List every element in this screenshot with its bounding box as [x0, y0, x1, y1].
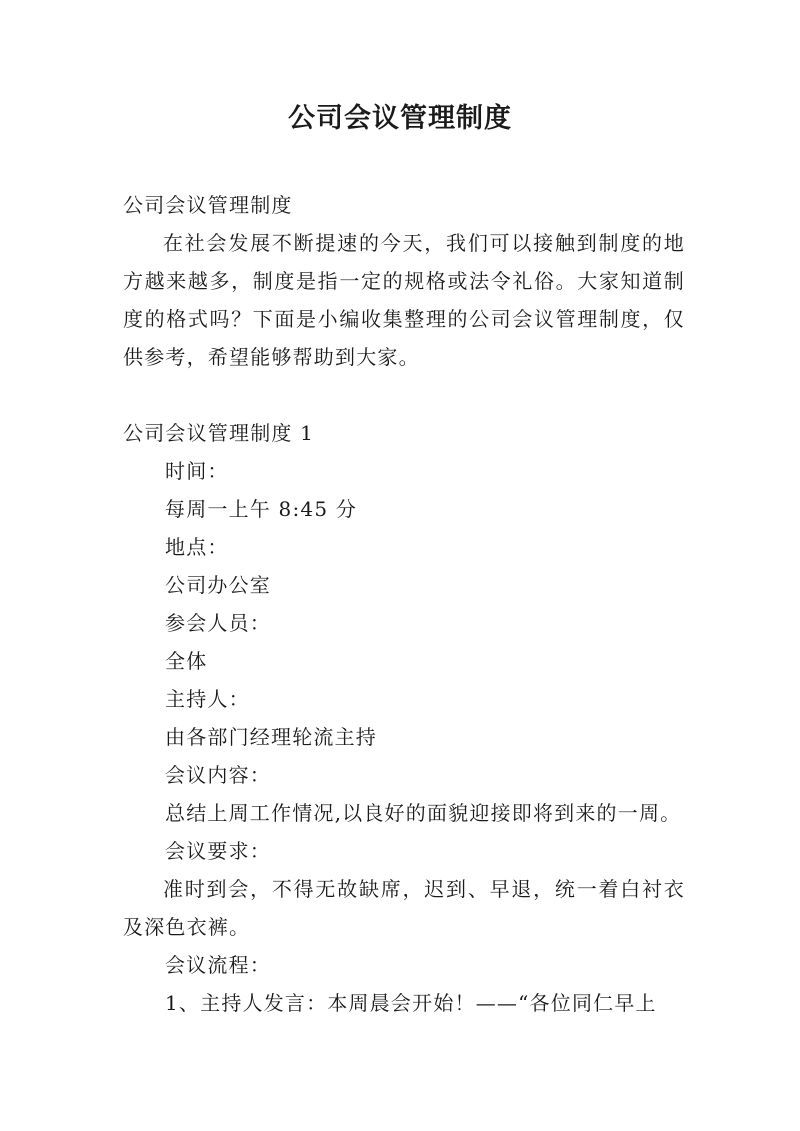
content-label: 会议内容：: [165, 763, 271, 787]
document-body: [123, 186, 685, 1022]
spacer: [123, 376, 685, 414]
section-heading: 公司会议管理制度 1: [123, 421, 315, 445]
process-step-1: 1、主持人发言：本周晨会开始！——“各位同仁早上: [165, 991, 657, 1015]
place-value: 公司办公室: [165, 573, 271, 597]
attendees-label: 参会人员：: [165, 611, 271, 635]
content-value: 总结上周工作情况,以良好的面貌迎接即将到来的一周。: [165, 801, 682, 825]
time-label: 时间：: [165, 459, 229, 483]
time-value: 每周一上午 8:45 分: [165, 497, 358, 521]
process-label: 会议流程：: [165, 953, 271, 977]
document-title: 公司会议管理制度: [288, 103, 512, 134]
requirement-label: 会议要求：: [165, 839, 271, 863]
place-label: 地点：: [165, 535, 229, 559]
intro-paragraph: 在社会发展不断提速的今天，我们可以接触到制度的地方越来越多，制度是指一定的规格或法令礼俗。大家知道制度的格式吗？下面是小编收集整理的公司会议管理制度，仅供参考，希望能够帮助到大家。: [123, 231, 685, 369]
host-label: 主持人：: [165, 687, 250, 711]
host-value: 由各部门经理轮流主持: [165, 725, 377, 749]
attendees-value: 全体: [165, 649, 208, 673]
requirement-value: 准时到会，不得无故缺席，迟到、早退，统一着白衬衣及深色衣裤。: [123, 877, 685, 939]
document-subtitle: 公司会议管理制度: [123, 193, 293, 217]
